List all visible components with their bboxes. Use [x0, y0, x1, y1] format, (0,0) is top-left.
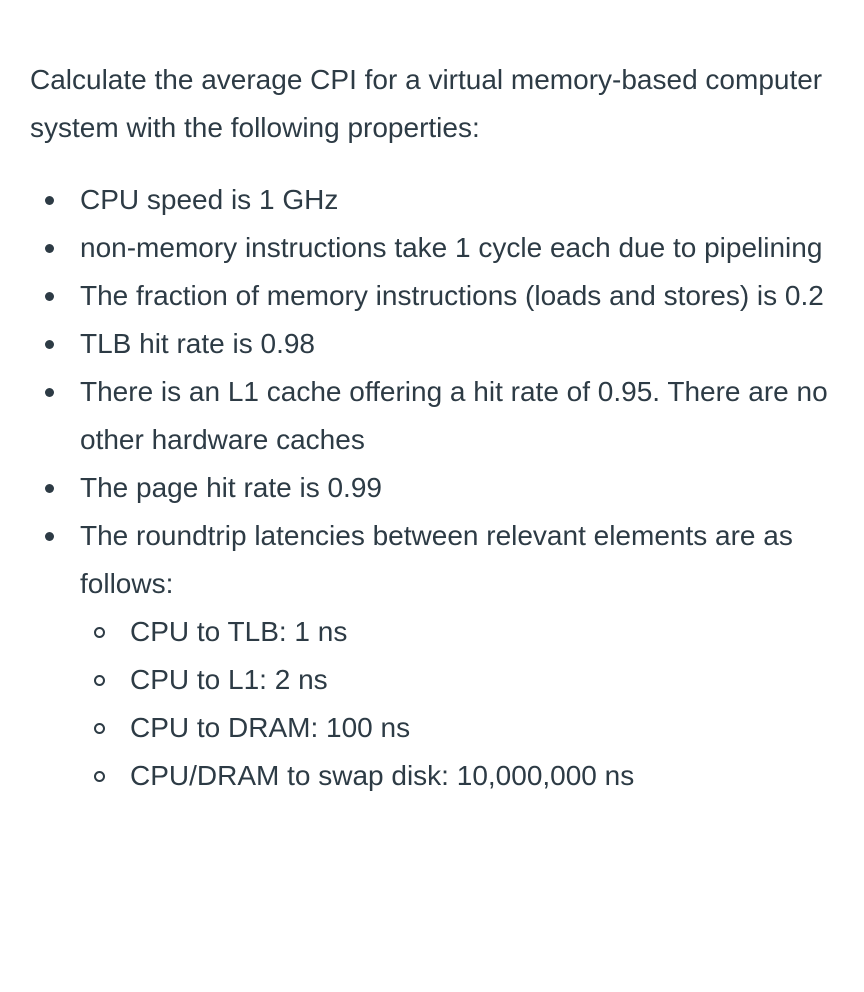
latency-cpu-dram: CPU to DRAM: 100 ns — [130, 704, 850, 752]
property-tlb-hit-rate: TLB hit rate is 0.98 — [80, 320, 850, 368]
property-latencies-label: The roundtrip latencies between relevant elements are as follows: — [80, 520, 793, 599]
latency-swap-disk: CPU/DRAM to swap disk: 10,000,000 ns — [130, 752, 850, 800]
question-body — [30, 56, 850, 800]
properties-list — [30, 176, 850, 800]
property-memory-fraction: The fraction of memory instructions (loads and stores) is 0.2 — [80, 272, 850, 320]
question-intro: Calculate the average CPI for a virtual memory-based computer system with the following properties: — [30, 64, 823, 143]
latencies-list — [80, 608, 850, 800]
latency-cpu-l1: CPU to L1: 2 ns — [130, 656, 850, 704]
property-l1-cache: There is an L1 cache offering a hit rate of 0.95. There are no other hardware caches — [80, 368, 850, 464]
property-non-memory-instructions: non-memory instructions take 1 cycle each due to pipelining — [80, 224, 850, 272]
property-cpu-speed: CPU speed is 1 GHz — [80, 176, 850, 224]
property-page-hit-rate: The page hit rate is 0.99 — [80, 464, 850, 512]
latency-cpu-tlb: CPU to TLB: 1 ns — [130, 608, 850, 656]
property-latencies — [80, 512, 850, 800]
